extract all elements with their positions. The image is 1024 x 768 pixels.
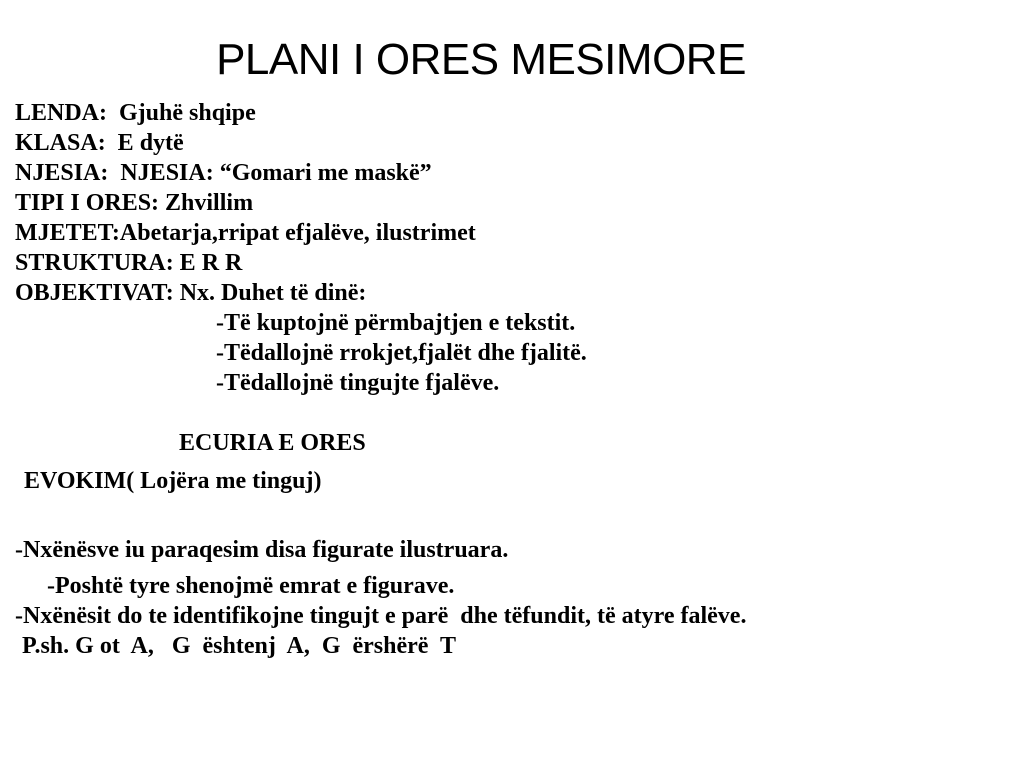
objective-item: -Tëdallojnë rrokjet,fjalët dhe fjalitë. xyxy=(216,340,587,366)
class-line: KLASA: E dytë xyxy=(15,130,184,156)
body-line: -Poshtë tyre shenojmë emrat e figurave. xyxy=(47,573,455,599)
materials-line: MJETET:Abetarja,rripat efjalëve, ilustrimet xyxy=(15,220,476,246)
structure-line: STRUKTURA: E R R xyxy=(15,250,243,276)
subject-line: LENDA: Gjuhë shqipe xyxy=(15,100,256,126)
lesson-type-line: TIPI I ORES: Zhvillim xyxy=(15,190,254,216)
objective-item: -Të kuptojnë përmbajtjen e tekstit. xyxy=(216,310,576,336)
page-title: PLANI I ORES MESIMORE xyxy=(216,35,746,84)
objective-item: -Tëdallojnë tingujte fjalëve. xyxy=(216,370,500,396)
example-line: P.sh. G ot A, G ështenj A, G ërshërë T xyxy=(22,633,457,659)
body-line: -Nxënësve iu paraqesim disa figurate ilustruara. xyxy=(15,537,509,563)
unit-line: NJESIA: NJESIA: “Gomari me maskë” xyxy=(15,160,432,186)
objectives-line: OBJEKTIVAT: Nx. Duhet të dinë: xyxy=(15,280,367,306)
section-heading: ECURIA E ORES xyxy=(179,430,366,456)
phase-heading: EVOKIM( Lojëra me tinguj) xyxy=(24,468,322,494)
body-line: -Nxënësit do te identifikojne tingujt e parë dhe tëfundit, të atyre falëve. xyxy=(15,603,747,629)
